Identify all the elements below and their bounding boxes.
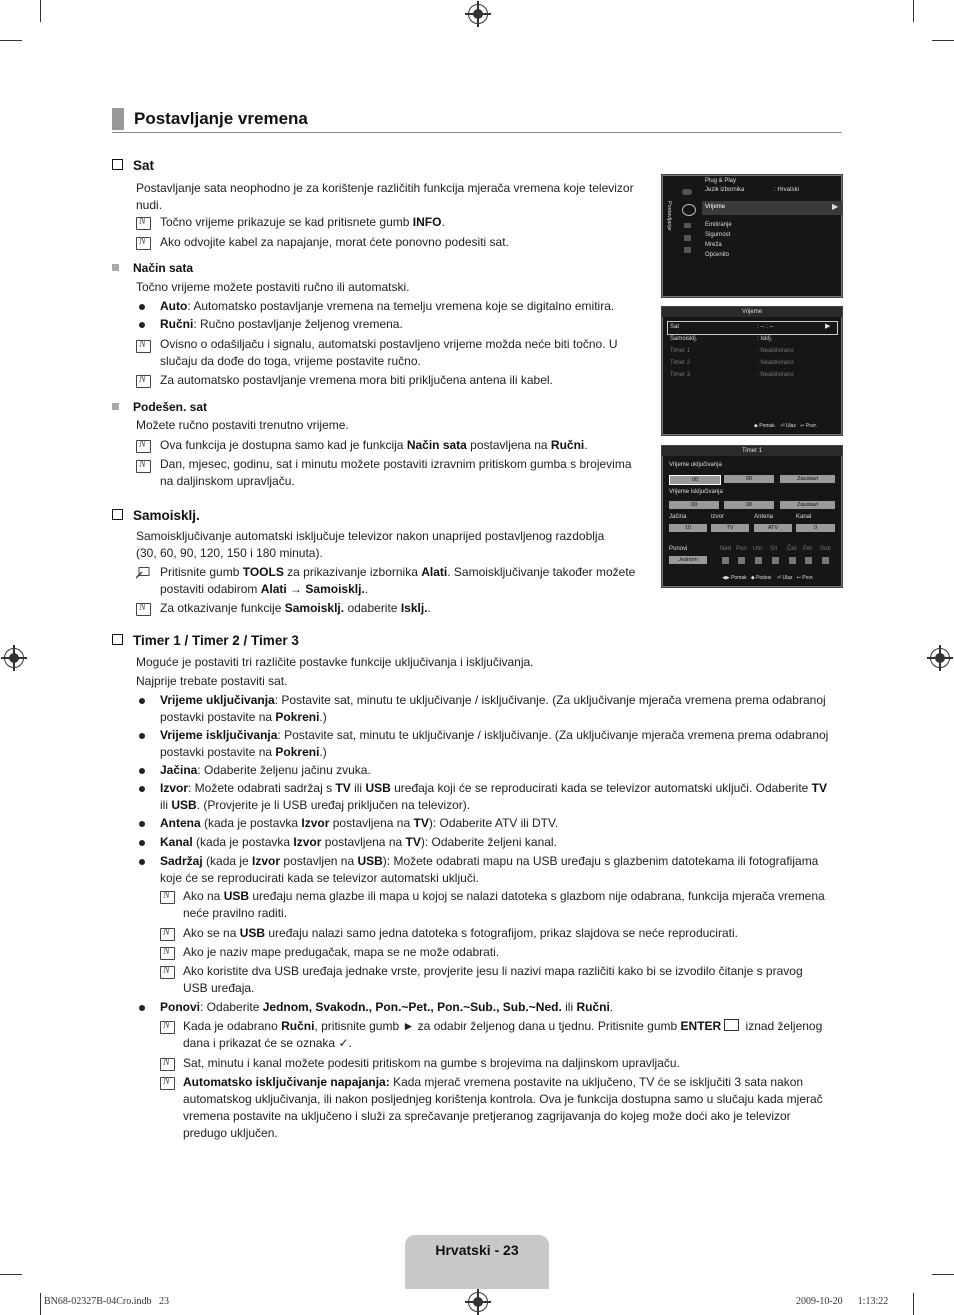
page-title xyxy=(112,106,842,133)
square-bullet-icon xyxy=(112,264,119,271)
note-dva-usb: Ako koristite dva USB uređaja jednake vrste, provjerite jesu li nazivi mapa različiti kako bi se izvodilo čitanje s pravog USB uređaja. xyxy=(183,964,803,995)
checkbox-bullet-icon xyxy=(112,159,123,170)
application-icon xyxy=(684,247,691,253)
menu-item-sigurnost[interactable]: Sigurnost xyxy=(705,232,731,238)
footer-date: 2009-10-20 1:13:22 xyxy=(796,1296,889,1307)
note-brojevi: Dan, mjesec, godinu, sat i minutu možete postaviti izravnim pritiskom gumba s brojevima na daljinskom upravljaču. xyxy=(160,457,632,488)
note-icon xyxy=(160,1021,175,1034)
screen-title: Vrijeme xyxy=(741,309,763,315)
arrow-right-icon: ▶ xyxy=(832,202,839,211)
picture-icon xyxy=(682,189,692,195)
bullet-kanal: Kanal (kada je postavka Izvor postavljena na TV): Odaberite željeni kanal. xyxy=(160,835,557,849)
note-icon xyxy=(136,237,151,250)
repeat-field[interactable]: Jednom xyxy=(669,556,707,564)
note-odasiljac: Ovisno o odašiljaču i signalu, automatski postavljeno vrijeme možda neće biti točno. U slučaju da dođe do toga, vrijeme postavite ručno. xyxy=(160,337,618,368)
timer-intro2: Najprije trebate postaviti sat. xyxy=(136,674,288,688)
off-time-label: Vrijeme isključivanja xyxy=(669,489,723,495)
bullet-icon xyxy=(139,859,145,865)
row-label[interactable]: Timer 1 xyxy=(670,348,691,354)
day-label: Pon xyxy=(736,546,747,552)
bullet-izvor: Izvor: Možete odabrati sadržaj s TV ili USB uređaja koji će se reproducirati kada se televizor automatski uključi. Odaberite TV ili USB. (Provjerite je li USB uređaj priključen na televizor). xyxy=(160,781,827,812)
jacina-field[interactable]: 10 xyxy=(669,524,707,532)
bullet-sadrzaj: Sadržaj (kada je Izvor postavljen na USB): Možete odabrati mapu na USB uređaju s glazbenim datotekama ili fotografijama koje će se reproducirati kada se televizor automatski uključi. xyxy=(160,854,819,885)
day-checkbox[interactable] xyxy=(755,557,762,564)
section-heading-samoisklj: Samoisklj. xyxy=(112,508,200,523)
samoisklj-tools-tip: Pritisnite gumb TOOLS za prikazivanje izbornika Alati. Samoisključivanje također možete postaviti odabirom Alati → Samoisklj.. xyxy=(160,565,636,596)
crop-mark xyxy=(40,0,41,22)
registration-mark-icon xyxy=(930,648,950,668)
bullet-rucni: Ručni: Ručno postavljanje željenog vremena. xyxy=(160,317,403,331)
row-label[interactable]: Timer 2 xyxy=(670,360,691,366)
off-hour-field[interactable]: 00 xyxy=(669,501,719,509)
tv-screen-timer1 xyxy=(661,445,843,588)
note-icon xyxy=(136,375,151,388)
off-minute-field[interactable]: 00 xyxy=(724,501,774,509)
row-value: : -- : -- xyxy=(757,324,774,330)
on-action-field[interactable]: Zaustavi xyxy=(780,475,835,483)
crop-mark xyxy=(913,1293,914,1315)
day-checkbox[interactable] xyxy=(805,557,812,564)
input-icon xyxy=(684,235,691,241)
sat-note-cable: Ako odvojite kabel za napajanje, morat ćete ponovno podesiti sat. xyxy=(160,235,509,249)
bullet-icon xyxy=(139,733,145,739)
menu-item-jezik[interactable]: Jezik izbornika xyxy=(705,187,745,193)
row-value: : Neaktivirano xyxy=(757,360,794,366)
checkbox-bullet-icon xyxy=(112,634,123,645)
note-naziv-mape: Ako je naziv mape predugačak, mapa se ne može odabrati. xyxy=(183,945,500,959)
crop-mark xyxy=(932,40,954,41)
row-value: : Neaktivirano xyxy=(757,348,794,354)
off-action-field[interactable]: Zaustavi xyxy=(780,501,835,509)
screen-footer: ◆ Pomak ⏎ Ulaz ↩ Povr. xyxy=(754,423,818,429)
menu-item-mreza[interactable]: Mreža xyxy=(705,242,722,248)
page-title-text: Postavljanje vremena xyxy=(134,109,308,128)
col-head-izvor: Izvor xyxy=(711,514,725,520)
day-checkbox[interactable] xyxy=(822,557,829,564)
checkmark-icon: ✓ xyxy=(338,1036,349,1050)
note-sat-minutu-kanal: Sat, minutu i kanal možete podesiti pritiskom na gumbe s brojevima na daljinskom upravljaču. xyxy=(183,1056,680,1070)
row-value: : Isklj. xyxy=(757,336,773,342)
bullet-vrijeme-iskljucivanja: Vrijeme isključivanja: Postavite sat, minutu te uključivanje / isključivanje. (Za uključivanje mjerača vremena prema odabranoj postavki postavite na Pokreni.) xyxy=(160,728,829,759)
crop-mark xyxy=(913,0,914,22)
tv-screen-vrijeme xyxy=(661,306,843,436)
bullet-auto: Auto: Automatsko postavljanje vremena na temelju vremena koje se digitalno emitira. xyxy=(160,299,615,313)
registration-mark-icon xyxy=(4,648,24,668)
menu-item-vrijeme[interactable]: Vrijeme xyxy=(705,204,726,210)
day-checkbox[interactable] xyxy=(738,557,745,564)
col-head-jacina: Jačina xyxy=(669,514,687,520)
section-heading-sat xyxy=(112,158,154,173)
checkbox-bullet-icon xyxy=(112,509,123,520)
setup-side-label: Postavljanje xyxy=(666,201,672,231)
menu-item-emitiranje[interactable]: Emitiranje xyxy=(705,222,732,228)
crop-mark xyxy=(0,1274,22,1275)
screen-title: Timer 1 xyxy=(741,448,763,454)
menu-item-opcenito[interactable]: Općenito xyxy=(705,252,730,258)
section-heading-timer: Timer 1 / Timer 2 / Timer 3 xyxy=(112,633,299,648)
title-bar-icon xyxy=(112,108,124,130)
enter-icon xyxy=(724,1019,739,1031)
note-automatsko-iskljucivanje: Automatsko isključivanje napajanja: Kada mjerač vremena postavite na uključeno, TV će se isključiti 3 sata nakon automatskog uključivanja, ili nakon posljednjeg korištenja kontrola. Ova je funkcija dostupna samo u slučaju kada mjerač vremena postavite na uključeno i služi za sprečavanje pretjeranog zagrijavanja do kojeg može doći ako je televizor predugo uključen. xyxy=(183,1075,823,1140)
day-checkbox[interactable] xyxy=(772,557,779,564)
note-icon xyxy=(160,891,175,904)
note-antena: Za automatsko postavljanje vremena mora biti priključena antena ili kabel. xyxy=(160,373,553,387)
menu-value-jezik: : Hrvatski xyxy=(774,187,800,193)
crop-mark xyxy=(0,40,22,41)
bullet-icon xyxy=(139,1005,145,1011)
col-head-kanal: Kanal xyxy=(796,514,812,520)
day-label: Sub xyxy=(820,546,831,552)
row-label[interactable]: Timer 3 xyxy=(670,372,691,378)
note-icon xyxy=(160,928,175,941)
note-icon xyxy=(160,947,175,960)
section-heading-text: Sat xyxy=(133,158,155,173)
row-value: : Neaktivirano xyxy=(757,372,794,378)
col-head-antena: Antena xyxy=(754,514,774,520)
gear-icon xyxy=(682,204,696,216)
podesen-intro: Možete ručno postaviti trenutno vrijeme. xyxy=(136,418,349,432)
sat-intro: Postavljanje sata neophodno je za korištenje različitih funkcija mjerača vremena koje televizor nudi. xyxy=(136,181,634,212)
tv-screen-setup-menu xyxy=(661,174,843,298)
antena-field[interactable]: ATV xyxy=(754,524,792,532)
channel-icon xyxy=(684,223,691,228)
footer-file: BN68-02327B-04Cro.indb 23 xyxy=(44,1296,169,1307)
note-icon xyxy=(160,1058,175,1071)
registration-mark-icon xyxy=(468,4,488,24)
note-dostupna: Ova funkcija je dostupna samo kad je funkcija Način sata postavljena na Ručni. xyxy=(160,438,588,452)
bullet-icon xyxy=(139,786,145,792)
on-minute-field[interactable]: 00 xyxy=(724,475,774,483)
bullet-icon xyxy=(139,304,145,310)
bullet-icon xyxy=(139,821,145,827)
note-icon xyxy=(136,217,151,230)
day-label: Čet xyxy=(787,546,797,552)
day-label: Uto xyxy=(753,546,763,552)
kanal-field[interactable]: 0 xyxy=(796,524,835,532)
menu-item-plug-play[interactable]: Plug & Play xyxy=(705,178,737,184)
bullet-antena: Antena (kada je postavka Izvor postavljena na TV): Odaberite ATV ili DTV. xyxy=(160,816,559,830)
bullet-jacina: Jačina: Odaberite željenu jačinu zvuka. xyxy=(160,763,371,777)
repeat-label: Ponovi xyxy=(669,546,688,552)
arrow-right-icon: ▶ xyxy=(825,323,831,330)
bullet-icon xyxy=(139,322,145,328)
subheading-nacin-sata: Način sata xyxy=(112,261,193,275)
square-bullet-icon xyxy=(112,403,119,410)
nacin-intro: Točno vrijeme možete postaviti ručno ili automatski. xyxy=(136,280,410,294)
day-label: Pet xyxy=(803,546,813,552)
note-icon xyxy=(160,1077,175,1090)
sat-note-info: Točno vrijeme prikazuje se kad pritisnete gumb INFO. xyxy=(160,215,445,229)
note-icon xyxy=(136,340,151,353)
bullet-icon xyxy=(139,698,145,704)
crop-mark xyxy=(40,1293,41,1315)
samoisklj-intro: Samoisključivanje automatski isključuje televizor nakon unaprijed postavljenog razdoblja (30, 60, 90, 120, 150 i 180 minuta). xyxy=(136,529,605,560)
note-icon xyxy=(160,966,175,979)
izvor-field[interactable]: TV xyxy=(711,524,749,532)
bullet-vrijeme-ukljucivanja: Vrijeme uključivanja: Postavite sat, minutu te uključivanje / isključivanje. (Za uključivanje mjerača vremena prema odabranoj postavki postavite na Pokreni.) xyxy=(160,693,826,724)
bullet-icon xyxy=(139,840,145,846)
note-icon xyxy=(136,460,151,473)
on-hour-field[interactable]: 00 xyxy=(669,475,721,485)
note-icon xyxy=(136,440,151,453)
day-label: Ned xyxy=(720,546,732,552)
day-label: Sri xyxy=(770,546,778,552)
tools-icon xyxy=(136,566,150,578)
bullet-ponovi: Ponovi: Odaberite Jednom, Svakodn., Pon.~Pet., Pon.~Sub., Sub.~Ned. ili Ručni. xyxy=(160,1000,614,1014)
bullet-icon xyxy=(139,768,145,774)
note-icon xyxy=(136,603,151,616)
note-usb-fotografija: Ako se na USB uređaju nalazi samo jedna datoteka s fotografijom, prikaz slajdova se neće reproducirati. xyxy=(183,926,738,940)
page-number: Hrvatski - 23 xyxy=(435,1242,519,1258)
screen-footer: ◀▶ Pomak ◆ Podesi ⏎ Ulaz ↩ Povr. xyxy=(722,575,814,581)
samoisklj-cancel-note: Za otkazivanje funkcije Samoisklj. odaberite Isklj.. xyxy=(160,601,431,615)
registration-mark-icon xyxy=(468,1292,488,1312)
crop-mark xyxy=(932,1274,954,1275)
row-sat-highlight[interactable] xyxy=(667,321,838,335)
timer-intro1: Moguće je postaviti tri različite postavke funkcije uključivanja i isključivanja. xyxy=(136,655,534,669)
day-checkbox[interactable] xyxy=(722,557,729,564)
on-time-label: Vrijeme uključivanja xyxy=(669,462,722,468)
row-label: Sat xyxy=(670,324,680,330)
day-checkbox[interactable] xyxy=(789,557,796,564)
row-label[interactable]: Samoisklj. xyxy=(670,336,698,342)
note-usb-glazba: Ako na USB uređaju nema glazbe ili mapa u kojoj se nalazi datoteka s glazbom nije odabrana, funkcija mjerača vremena neće pravilno raditi. xyxy=(183,889,825,920)
note-rucni-dan: Kada je odabrano Ručni, pritisnite gumb ► za odabir željenog dana u tjednu. Pritisnite gumb ENTER iznad željenog dana i prikazat će se oznaka ✓. xyxy=(183,1019,823,1050)
subheading-podesen-sat: Podešen. sat xyxy=(112,400,207,414)
